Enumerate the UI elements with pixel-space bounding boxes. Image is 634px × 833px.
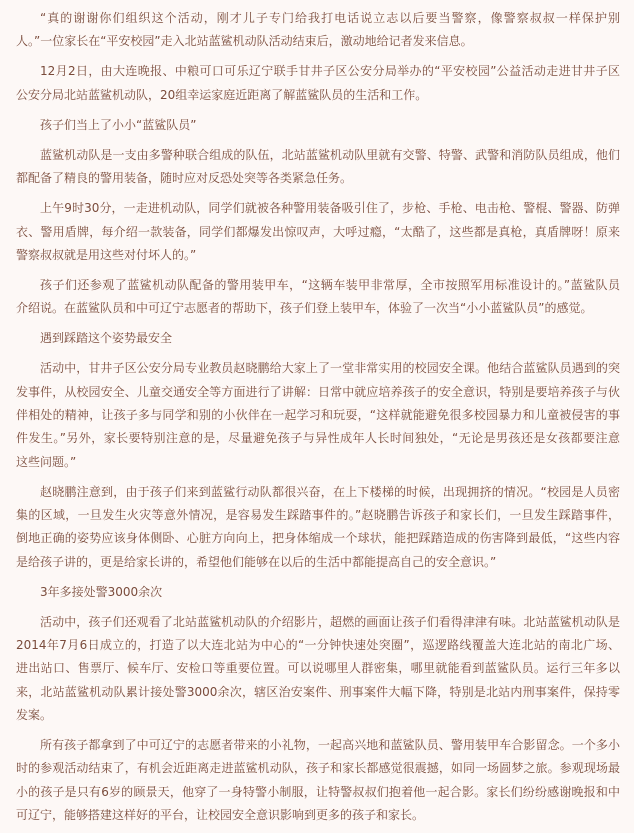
paragraph-line: 都配备了精良的警用装备，随时应对反恐处突等各类紧急任务。 (16, 171, 353, 186)
paragraph-line: 蓝鲨机动队是一支由多警种联合组成的队伍，北站蓝鲨机动队里就有交警、特警、武警和消防队员组成，他们 (40, 147, 620, 162)
paragraph-line: 伴相处的精神，让孩子多与同学和别的小伙伴在一起学习和玩耍，“这样就能避免很多校园暴力和儿童被侵害的事 (16, 408, 620, 423)
article-paragraph (16, 60, 620, 107)
article-paragraph (16, 357, 620, 473)
paragraph-line: 活动中，孩子们还观看了北站蓝鲨机动队的介绍影片，超燃的画面让孩子们看得津津有味。北站蓝鲨机动队是 (40, 614, 620, 629)
paragraph-line: 这些问题。” (16, 454, 77, 469)
section-heading (16, 114, 620, 137)
paragraph-line: 2014年7月6日成立的，打造了以大连北站为中心的“一分钟快速处突圈”，巡逻路线覆盖大连北站的南北广场、 (16, 638, 620, 653)
article-paragraph (16, 611, 620, 727)
paragraph-line: 集的区域，一旦发生火灾等意外情况，是容易发生踩踏事件的。”赵晓鹏告诉孩子和家长们，一旦发生踩踏事件， (16, 508, 620, 523)
paragraph-line: 件发生。”另外，家长要特别注意的是，尽量避免孩子与异性成年人长时间独处，“无论是男孩还是女孩都要注意 (16, 431, 620, 446)
paragraph-line: 赵晓鹏注意到，由于孩子们来到蓝鲨行动队都很兴奋，在上下楼梯的时候，出现拥挤的情况。“校园是人员密 (40, 484, 620, 499)
paragraph-line: 小的孩子是只有6岁的顾景天，他穿了一身特警小制服，让特警叔叔们抱着他一起合影。家长们纷纷感谢晚报和中 (16, 784, 620, 799)
article-paragraph (16, 274, 620, 321)
paragraph-line: 发事件，从校园安全、儿童交通安全等方面进行了讲解：日常中就应培养孩子的安全意识，特别是要培养孩子与伙 (16, 384, 620, 399)
paragraph-line: 时的参观活动结束了，有机会近距离走进蓝鲨机动队，孩子和家长都感觉很震撼，如同一场圆梦之旅。参观现场最 (16, 761, 620, 776)
paragraph-line: 孩子们还参观了蓝鲨机动队配备的警用装甲车，“这辆车装甲非常厚，全市按照军用标准设计的。”蓝鲨队员 (40, 277, 620, 292)
paragraph-line: 介绍说。在蓝鲨队员和中可辽宁志愿者的帮助下，孩子们登上装甲车，体验了一次当“小小蓝鲨队员”的感觉。 (16, 301, 593, 316)
section-heading (16, 581, 620, 604)
paragraph-line: 是给孩子讲的，更是给家长讲的，希望他们能够在以后的生活中都能提高自己的安全意识。” (16, 554, 497, 569)
section-heading-text: 遇到踩踏这个姿势最安全 (40, 331, 173, 346)
article-paragraph (16, 734, 620, 827)
paragraph-line: 可辽宁，能够搭建这样好的平台，让校园安全意识影响到更多的孩子和家长。 (16, 807, 425, 822)
article-paragraph (16, 197, 620, 267)
section-heading-text: 孩子们当上了小小“蓝鲨队员” (40, 117, 197, 132)
paragraph-line: 来，北站蓝鲨机动队累计接处警3000余次，辖区治安案件、刑事案件大幅下降，特别是北站内刑事案件，保持零 (16, 684, 620, 699)
paragraph-line: 公安分局北站蓝鲨机动队，20组幸运家庭近距离了解蓝鲨队员的生活和工作。 (16, 87, 428, 102)
paragraph-line: 12月2日，由大连晚报、中粮可口可乐辽宁联手甘井子区公安分局举办的“平安校园”公益活动走进甘井子区 (40, 64, 620, 79)
article-paragraph (16, 481, 620, 574)
paragraph-line: 所有孩子都拿到了中可辽宁的志愿者带来的小礼物，一起高兴地和蓝鲨队员、警用装甲车合影留念。一个多小 (40, 738, 620, 753)
paragraph-line: 活动中，甘井子区公安分局专业教员赵晓鹏给大家上了一堂非常实用的校园安全课。他结合蓝鲨队员遇到的突 (40, 361, 620, 376)
paragraph-line: 进出站口、售票厅、候车厅、安检口等重要位置。可以说哪里人群密集，哪里就能看到蓝鲨队员。运行三年多以 (16, 661, 620, 676)
paragraph-line: 衣、警用盾牌，每介绍一款装备，同学们都爆发出惊叹声，大呼过瘾，“太酷了，这些都是真枪，真盾牌呀！原来 (16, 224, 620, 239)
article-paragraph (16, 144, 620, 191)
paragraph-line: “真的谢谢你们组织这个活动，刚才儿子专门给我打电话说立志以后要当警察，像警察叔叔一样保护别 (40, 11, 620, 25)
paragraph-line: 人。”一位家长在“平安校园”走入北站蓝鲨机动队活动结束后，激动地给记者发来信息。 (16, 34, 473, 49)
article-paragraph (16, 7, 620, 54)
paragraph-line: 倒地正确的姿势应该身体侧卧、心脏方向向上，把身体缩成一个球状，能把踩踏造成的伤害降到最低，“这些内容 (16, 531, 620, 546)
section-heading-text: 3年多接处警3000余次 (40, 584, 163, 599)
section-heading (16, 327, 620, 350)
paragraph-line: 发案。 (16, 707, 53, 722)
paragraph-line: 上午9时30分，一走进机动队，同学们就被各种警用装备吸引住了，步枪、手枪、电击枪、警棍、警器、防弹 (40, 201, 620, 216)
paragraph-line: 警察叔叔就是用这些对付坏人的。” (16, 247, 197, 262)
